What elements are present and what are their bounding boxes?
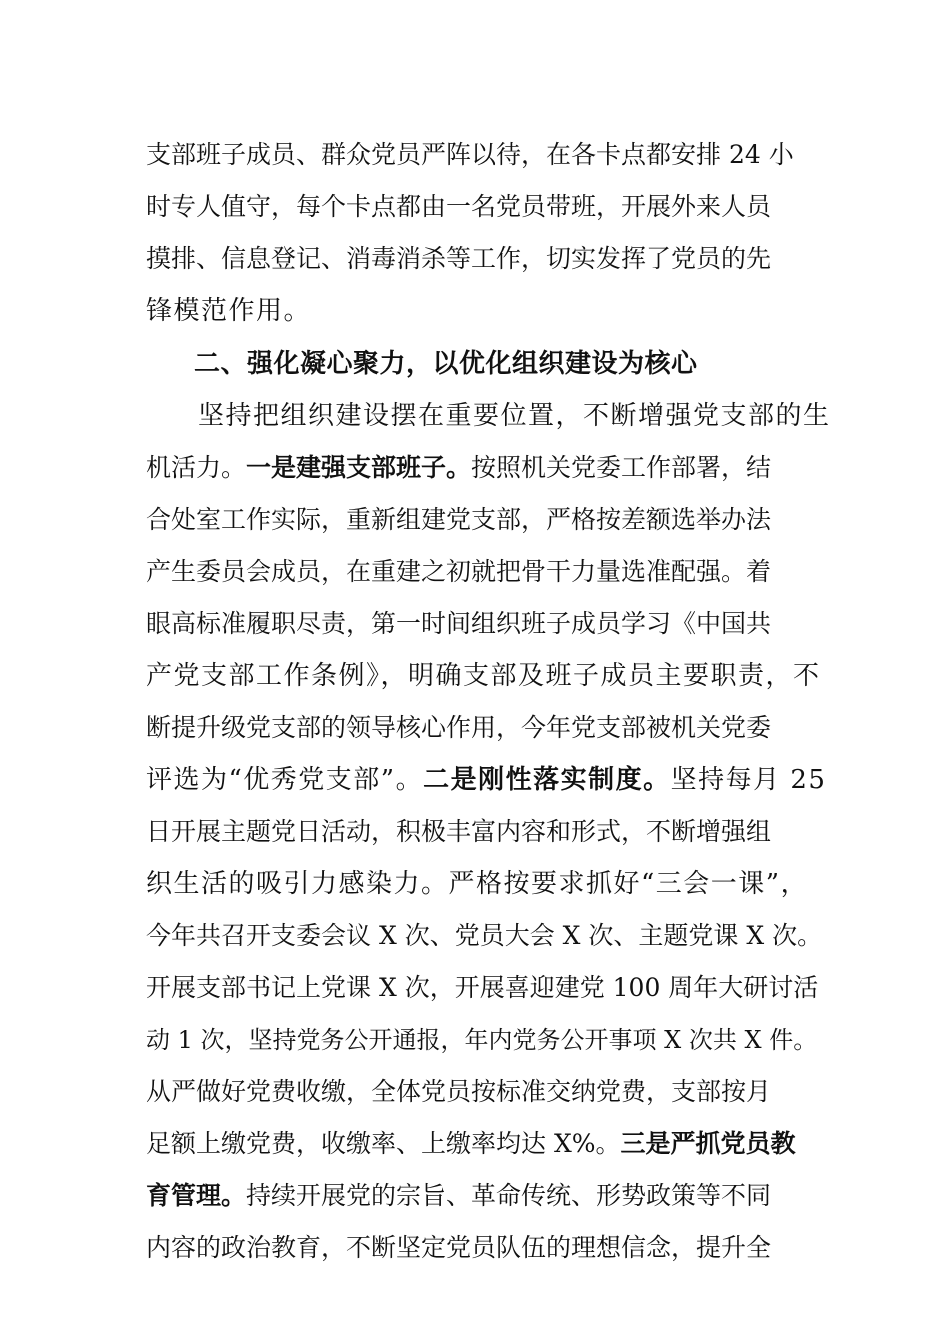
text-run: 摸排、信息登记、消毒消杀等工作，切实发挥了党员的先 <box>146 244 772 273</box>
paragraph-line <box>146 652 826 700</box>
paragraph-line <box>146 496 826 544</box>
bold-run: 三是严抓党员教 <box>620 1129 796 1158</box>
text-run: 断提升级党支部的领导核心作用，今年党支部被机关党委 <box>146 713 772 742</box>
paragraph-line <box>146 444 826 492</box>
bold-run: 一是建强支部班子。 <box>246 453 472 482</box>
paragraph-line <box>146 912 826 960</box>
paragraph-line <box>146 1068 826 1116</box>
text-run: 内容的政治教育，不断坚定党员队伍的理想信念，提升全 <box>146 1233 772 1262</box>
text-run: 持续开展党的宗旨、革命传统、形势政策等不同 <box>246 1181 772 1210</box>
text-run: 产生委员会成员，在重建之初就把骨干力量选准配强。着 <box>146 557 772 586</box>
paragraph-line <box>146 860 826 908</box>
text-run: 坚持把组织建设摆在重要位置，不断增强党支部的生 <box>198 401 831 431</box>
text-run: 今年共召开支委会议 X 次、党员大会 X 次、主题党课 X 次。 <box>146 921 823 950</box>
text-run: 足额上缴党费，收缴率、上缴率均达 X%。 <box>146 1129 621 1158</box>
paragraph-line <box>146 1172 826 1220</box>
text-run: 织生活的吸引力感染力。严格按要求抓好“三会一课”， <box>146 869 809 899</box>
text-run: 动 1 次，坚持党务公开通报，年内党务公开事项 X 次共 X 件。 <box>146 1026 818 1054</box>
section-heading: 二、强化凝心聚力，以优化组织建设为核心 <box>194 349 698 379</box>
paragraph-line <box>146 1224 826 1272</box>
paragraph-line <box>146 704 826 752</box>
text-run: 支部班子成员、群众党员严阵以待，在各卡点都安排 24 小 <box>146 140 794 169</box>
text-run: 评选为“优秀党支部”。 <box>146 765 424 795</box>
text-run: 产党支部工作条例》，明确支部及班子成员主要职责，不 <box>146 661 821 691</box>
text-run: 日开展主题党日活动，积极丰富内容和形式，不断增强组 <box>146 817 772 846</box>
paragraph-line <box>146 131 826 179</box>
paragraph-line <box>146 756 826 804</box>
paragraph-line <box>146 1016 826 1064</box>
text-run: 合处室工作实际，重新组建党支部，严格按差额选举办法 <box>146 505 772 534</box>
paragraph-line <box>146 964 826 1012</box>
text-run: 开展支部书记上党课 X 次，开展喜迎建党 100 周年大研讨活 <box>146 973 819 1002</box>
text-run: 时专人值守，每个卡点都由一名党员带班，开展外来人员 <box>146 192 772 221</box>
text-run: 眼高标准履职尽责，第一时间组织班子成员学习《中国共 <box>146 609 772 638</box>
text-run: 坚持每月 25 <box>670 765 827 795</box>
paragraph-line <box>146 287 826 335</box>
text-run: 从严做好党费收缴，全体党员按标准交纳党费，支部按月 <box>146 1077 772 1106</box>
paragraph-line <box>198 392 878 440</box>
paragraph-line <box>146 808 826 856</box>
bold-run: 育管理。 <box>146 1181 247 1210</box>
text-run: 机活力。 <box>146 453 247 482</box>
bold-run: 二是刚性落实制度。 <box>423 765 671 795</box>
paragraph-line <box>146 235 826 283</box>
paragraph-line <box>146 600 826 648</box>
paragraph-line <box>146 1120 826 1168</box>
paragraph-line <box>146 183 826 231</box>
paragraph-line <box>146 548 826 596</box>
text-run: 按照机关党委工作部署，结 <box>471 453 772 482</box>
text-run: 锋模范作用。 <box>146 296 312 326</box>
